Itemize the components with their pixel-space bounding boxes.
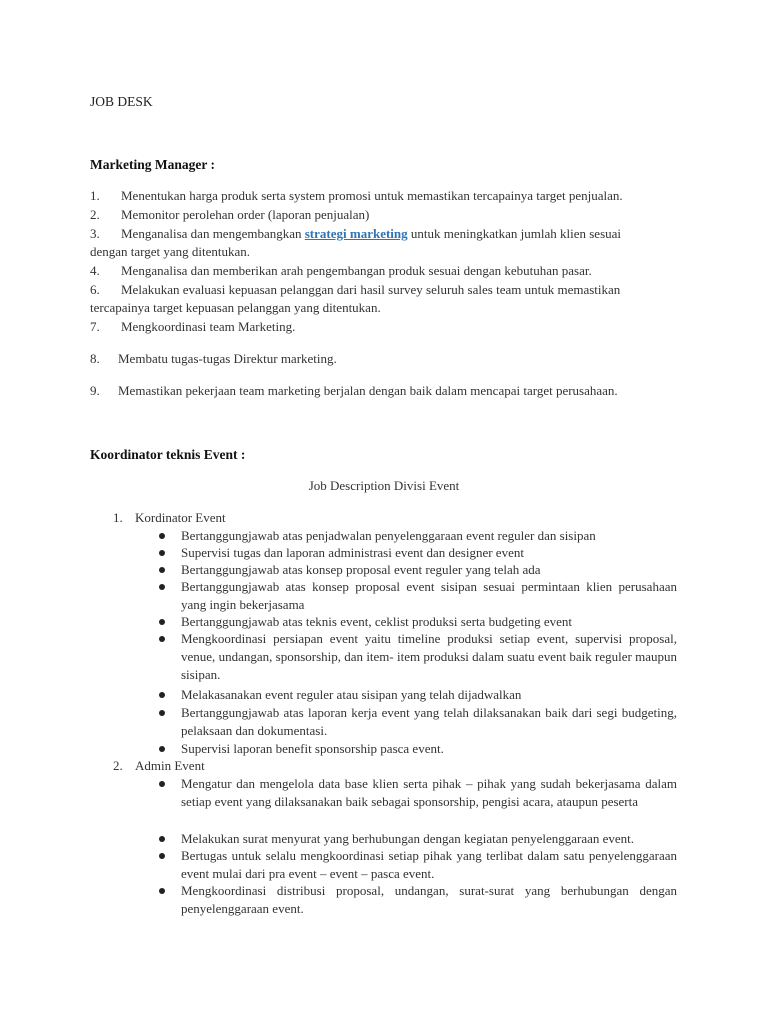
list-item: Mengatur dan mengelola data base klien serta pihak – pihak yang sudah bekerjasama dalam setiap event yang dilaksanakan baik sebagai sponsorship, pengisi acara, ataupun peserta: [181, 776, 677, 809]
section-label: Admin Event: [135, 758, 205, 773]
list-item: Bertanggungjawab atas konsep proposal event reguler yang telah ada: [181, 562, 541, 577]
list-item: Bertanggungjawab atas konsep proposal event sisipan sesuai permintaan klien perusahaan yang ingin bekerjasama: [181, 579, 677, 612]
list-number: 3.: [90, 226, 100, 241]
list-item: Menganalisa dan memberikan arah pengembangan produk sesuai dengan kebutuhan pasar.: [121, 263, 592, 278]
list-item: Melakukan evaluasi kepuasan pelanggan dari hasil survey seluruh sales team untuk memastikan: [121, 282, 621, 297]
list-item: Membatu tugas-tugas Direktur marketing.: [118, 351, 337, 366]
list-item: Bertanggungjawab atas penjadwalan penyelenggaraan event reguler dan sisipan: [181, 528, 596, 543]
section-number: 1.: [113, 510, 123, 525]
list-item: Memastikan pekerjaan team marketing berjalan dengan baik dalam mencapai target perusahaan.: [118, 383, 618, 398]
section-number: 2.: [113, 758, 123, 773]
list-item: Mengkoordinasi team Marketing.: [121, 319, 296, 334]
list-number: 9.: [90, 383, 100, 398]
list-item: Menentukan harga produk serta system promosi untuk memastikan tercapainya target penjualan.: [121, 188, 623, 203]
list-number: 8.: [90, 351, 100, 366]
list-number: 4.: [90, 263, 100, 278]
list-item: [121, 225, 621, 243]
list-item: Supervisi tugas dan laporan administrasi event dan designer event: [181, 545, 524, 560]
section-label: Kordinator Event: [135, 510, 226, 525]
bullet-icon: [159, 888, 165, 894]
list-item-text: Menganalisa dan mengembangkan: [121, 226, 305, 241]
bullet-icon: [159, 533, 165, 539]
bullet-icon: [159, 710, 165, 716]
list-item: Mengkoordinasi distribusi proposal, undangan, surat-surat yang berhubungan dengan penyelenggaraan event.: [181, 883, 677, 916]
bullet-icon: [159, 619, 165, 625]
bullet-icon: [159, 781, 165, 787]
list-item: Supervisi laporan benefit sponsorship pasca event.: [181, 741, 444, 756]
list-item: Melakasanakan event reguler atau sisipan yang telah dijadwalkan: [181, 687, 522, 702]
marketing-heading: Marketing Manager :: [90, 157, 215, 172]
list-item: Mengkoordinasi persiapan event yaitu timeline produksi setiap event, supervisi proposal, venue, undangan, sponsorship, dan item- item produksi dalam suatu event baik reguler maupun sisipan.: [181, 631, 677, 682]
bullet-icon: [159, 853, 165, 859]
koordinator-heading: Koordinator teknis Event :: [90, 447, 246, 462]
list-item: Bertugas untuk selalu mengkoordinasi setiap pihak yang terlibat dalam satu penyelenggaraan event mulai dari pra event – event – pasca event.: [181, 848, 677, 881]
list-item-continuation: tercapainya target kepuasan pelanggan yang ditentukan.: [90, 300, 381, 315]
list-item: Bertanggungjawab atas teknis event, ceklist produksi serta budgeting event: [181, 614, 572, 629]
list-number: 6.: [90, 282, 100, 297]
strategi-marketing-link[interactable]: strategi marketing: [304, 226, 408, 241]
list-number: 2.: [90, 207, 100, 222]
list-item: Memonitor perolehan order (laporan penjualan): [121, 207, 370, 222]
list-number: 1.: [90, 188, 100, 203]
bullet-icon: [159, 692, 165, 698]
bullet-icon: [159, 567, 165, 573]
bullet-icon: [159, 836, 165, 842]
list-item-text: untuk meningkatkan jumlah klien sesuai: [407, 226, 622, 241]
list-number: 7.: [90, 319, 100, 334]
list-item: Melakukan surat menyurat yang berhubungan dengan kegiatan penyelenggaraan event.: [181, 831, 635, 846]
document-title: JOB DESK: [90, 94, 153, 109]
list-item: Bertanggungjawab atas laporan kerja event yang telah dilaksanakan baik dari segi budgeting, pelaksaan dan dokumentasi.: [181, 705, 677, 738]
bullet-icon: [159, 550, 165, 556]
job-description-subtitle: Job Description Divisi Event: [308, 478, 460, 493]
list-item-continuation: dengan target yang ditentukan.: [90, 244, 251, 259]
bullet-icon: [159, 636, 165, 642]
bullet-icon: [159, 746, 165, 752]
bullet-icon: [159, 584, 165, 590]
